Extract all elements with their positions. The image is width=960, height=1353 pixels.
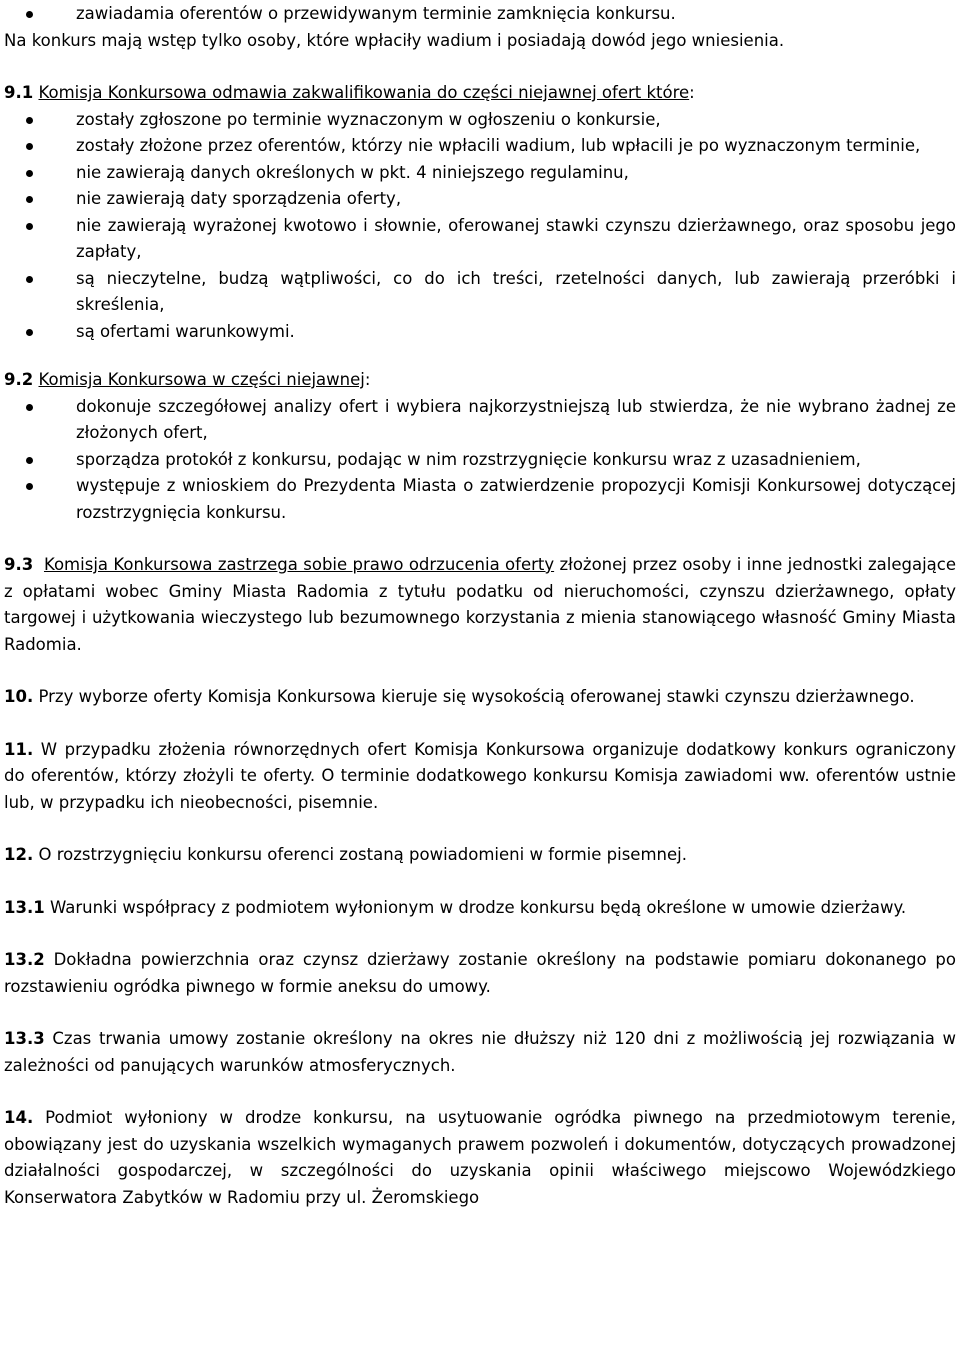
list-item: zostały złożone przez oferentów, którzy nie wpłacili wadium, lub wpłacili je po wyznaczonym terminie,	[4, 133, 956, 160]
section-number: 9.1	[4, 83, 34, 102]
section-9-1-list	[4, 107, 956, 346]
intro-list	[4, 1, 956, 28]
list-item: występuje z wnioskiem do Prezydenta Miasta o zatwierdzenie propozycji Komisji Konkursowej dotyczącej rozstrzygnięcia konkursu.	[4, 473, 956, 526]
section-text: Dokładna powierzchnia oraz czynsz dzierżawy zostanie określony na podstawie pomiaru dokonanego po rozstawieniu ogródka piwnego w formie aneksu do umowy.	[4, 950, 956, 996]
section-text: Podmiot wyłoniony w drodze konkursu, na usytuowanie ogródka piwnego na przedmiotowym terenie, obowiązany jest do uzyskania wszelkich wymaganych prawem pozwoleń i dokumentów, dotyczących prowadzonej działalności gospodarczej, w szczególności do uzyskania opinii właściwego miejscowo Wojewódzkiego Konserwatora Zabytków w Radomiu przy ul. Żeromskiego	[4, 1108, 956, 1207]
section-number: 10.	[4, 687, 34, 706]
section-13-1	[4, 895, 956, 922]
section-9-2-list	[4, 394, 956, 527]
section-10	[4, 684, 956, 711]
section-heading: Komisja Konkursowa odmawia zakwalifikowania do części niejawnej ofert które	[38, 83, 690, 102]
section-heading: Komisja Konkursowa w części niejawnej	[38, 370, 365, 389]
list-item: nie zawierają danych określonych w pkt. 4 niniejszego regulaminu,	[4, 160, 956, 187]
section-number: 13.2	[4, 950, 45, 969]
document-page	[4, 1, 956, 1211]
list-item: są nieczytelne, budzą wątpliwości, co do ich treści, rzetelności danych, lub zawierają przeróbki i skreślenia,	[4, 266, 956, 319]
section-9-3	[4, 552, 956, 658]
list-item: są ofertami warunkowymi.	[4, 319, 956, 346]
list-item: zostały zgłoszone po terminie wyznaczonym w ogłoszeniu o konkursie,	[4, 107, 956, 134]
section-14	[4, 1105, 956, 1211]
section-9-2-heading: 9.2 Komisja Konkursowa w części niejawnej:	[4, 370, 371, 389]
section-number: 12.	[4, 845, 34, 864]
list-item: zawiadamia oferentów o przewidywanym terminie zamknięcia konkursu.	[4, 1, 956, 28]
section-11	[4, 737, 956, 817]
section-text: Przy wyborze oferty Komisja Konkursowa kieruje się wysokością oferowanej stawki czynszu dzierżawnego.	[33, 687, 915, 706]
section-underlined: Komisja Konkursowa zastrzega sobie prawo odrzucenia oferty	[43, 555, 555, 574]
section-text: W przypadku złożenia równorzędnych ofert Komisja Konkursowa organizuje dodatkowy konkurs ograniczony do oferentów, którzy złożyli te oferty. O terminie dodatkowego konkursu Komisja zawiadomi ww. oferentów ustnie lub, w przypadku ich nieobecności, pisemnie.	[4, 739, 956, 812]
section-number: 13.3	[4, 1029, 45, 1048]
section-13-2	[4, 947, 956, 1000]
section-text: złożonej przez osoby i inne jednostki zalegające z opłatami wobec Gminy Miasta Radomia z tytułu podatku od nieruchomości, czynszu dzierżawnego, opłaty targowej i użytkowania wieczystego lub bezumownego korzystania z mienia stanowiącego własność Gminy Miasta Radomia.	[4, 555, 956, 654]
intro-line: Na konkurs mają wstęp tylko osoby, które wpłaciły wadium i posiadają dowód jego wniesienia.	[4, 30, 785, 50]
section-13-3	[4, 1026, 956, 1079]
section-text: Warunki współpracy z podmiotem wyłonionym w drodze konkursu będą określone w umowie dzierżawy.	[44, 897, 907, 917]
section-number: 13.1	[4, 897, 45, 917]
section-number: 14.	[4, 1108, 34, 1127]
section-text: Czas trwania umowy zostanie określony na okres nie dłuższy niż 120 dni z możliwością jej rozwiązania w zależności od panujących warunków atmosferycznych.	[4, 1029, 956, 1075]
section-number: 9.3	[4, 555, 34, 574]
section-9-1-heading: 9.1 Komisja Konkursowa odmawia zakwalifikowania do części niejawnej ofert które:	[4, 83, 695, 102]
list-item: nie zawierają daty sporządzenia oferty,	[4, 186, 956, 213]
list-item: sporządza protokół z konkursu, podając w nim rozstrzygnięcie konkursu wraz z uzasadnieniem,	[4, 447, 956, 474]
section-text: O rozstrzygnięciu konkursu oferenci zostaną powiadomieni w formie pisemnej.	[33, 845, 687, 864]
list-item: dokonuje szczegółowej analizy ofert i wybiera najkorzystniejszą lub stwierdza, że nie wybrano żadnej ze złożonych ofert,	[4, 394, 956, 447]
section-12	[4, 842, 956, 869]
section-number: 11.	[4, 739, 34, 759]
list-item: nie zawierają wyrażonej kwotowo i słownie, oferowanej stawki czynszu dzierżawnego, oraz sposobu jego zapłaty,	[4, 213, 956, 266]
section-number: 9.2	[4, 370, 34, 389]
